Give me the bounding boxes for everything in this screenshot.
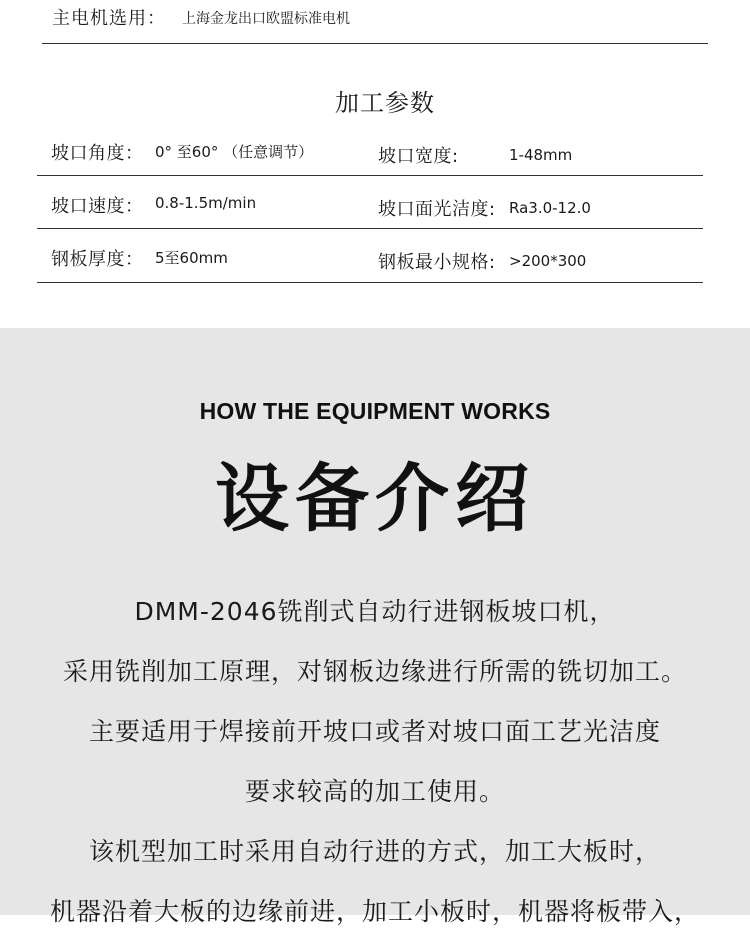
finish-label: 坡口面光洁度: bbox=[378, 199, 496, 220]
bevel-speed-label: 坡口速度： bbox=[51, 196, 144, 217]
bevel-angle-value: 0° 至60° （任意调节） bbox=[155, 143, 314, 161]
row-divider bbox=[37, 282, 703, 283]
desc-line: 要求较高的加工使用。 bbox=[244, 777, 505, 806]
row-divider bbox=[37, 175, 703, 176]
intro-section bbox=[0, 328, 750, 926]
row-divider bbox=[37, 228, 703, 229]
bevel-width-label: 坡口宽度: bbox=[378, 146, 459, 167]
bevel-speed-value: 0.8-1.5m/min bbox=[155, 194, 257, 212]
thickness-value: 5至60mm bbox=[155, 249, 228, 267]
motor-value: 上海金龙出口欧盟标准电机 bbox=[182, 11, 350, 27]
min-size-label: 钢板最小规格: bbox=[378, 252, 496, 273]
thickness-label: 钢板厚度： bbox=[51, 249, 144, 270]
min-size-value: >200*300 bbox=[509, 252, 587, 270]
desc-line: DMM-2046铣削式自动行进钢板坡口机， bbox=[134, 597, 616, 626]
bevel-angle-label: 坡口角度： bbox=[51, 143, 144, 164]
bevel-width-value: 1-48mm bbox=[509, 146, 573, 164]
divider bbox=[42, 43, 708, 44]
desc-line: 该机型加工时采用自动行进的方式，加工大板时， bbox=[88, 837, 661, 866]
intro-heading-en: HOW THE EQUIPMENT WORKS bbox=[199, 398, 551, 424]
spec-section bbox=[0, 0, 750, 328]
section-title: 加工参数 bbox=[335, 89, 435, 117]
desc-line: 机器沿着大板的边缘前进，加工小板时，机器将板带入， bbox=[49, 897, 700, 926]
finish-value: Ra3.0-12.0 bbox=[509, 199, 591, 217]
desc-line: 主要适用于焊接前开坡口或者对坡口面工艺光洁度 bbox=[88, 717, 661, 746]
intro-heading-cn: 设备介绍 bbox=[215, 456, 535, 542]
motor-label: 主电机选用： bbox=[52, 8, 166, 29]
desc-line: 采用铣削加工原理，对钢板边缘进行所需的铣切加工。 bbox=[62, 657, 687, 686]
